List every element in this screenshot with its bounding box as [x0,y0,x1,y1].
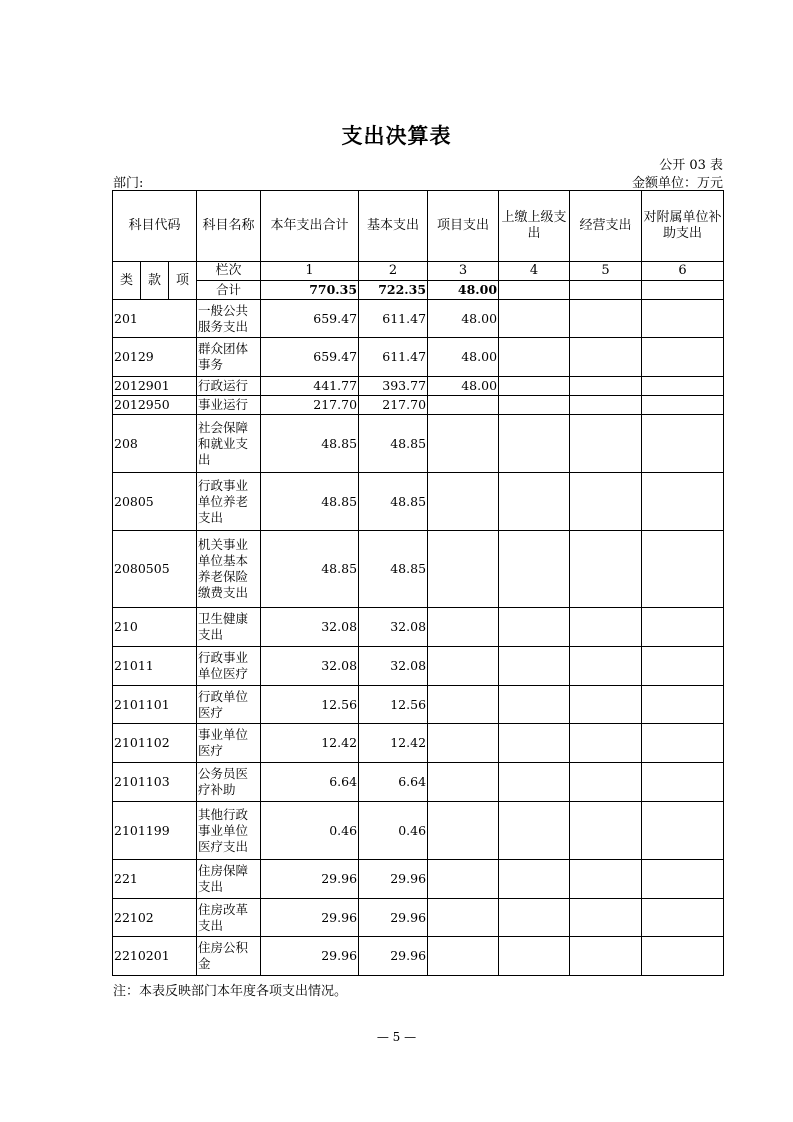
row-subsidy [642,802,724,860]
row-project [428,937,499,976]
row-name: 社会保障和就业支出 [197,415,261,473]
row-business [570,377,642,396]
row-project [428,647,499,686]
row-subsidy [642,608,724,647]
row-business [570,608,642,647]
row-basic: 12.56 [359,686,428,724]
row-code: 20805 [113,473,197,531]
row-name: 其他行政事业单位医疗支出 [197,802,261,860]
row-basic: 48.85 [359,473,428,531]
row-name: 事业单位医疗 [197,724,261,763]
total-subsidy [642,281,724,300]
total-sum: 770.35 [261,281,359,300]
row-code: 210 [113,608,197,647]
row-name: 事业运行 [197,396,261,415]
row-upper [499,937,570,976]
row-name: 行政事业单位医疗 [197,647,261,686]
row-total: 217.70 [261,396,359,415]
row-business [570,763,642,802]
row-subsidy [642,937,724,976]
row-total: 48.85 [261,473,359,531]
row-subsidy [642,647,724,686]
row-total: 48.85 [261,531,359,608]
row-basic: 32.08 [359,608,428,647]
row-code: 201 [113,300,197,338]
col-index-3: 3 [428,262,499,281]
row-project [428,608,499,647]
row-subsidy [642,860,724,899]
expenditure-table [112,190,724,976]
row-project [428,531,499,608]
row-project [428,686,499,724]
row-name: 群众团体事务 [197,338,261,377]
row-total: 29.96 [261,860,359,899]
row-project: 48.00 [428,300,499,338]
row-code: 2101103 [113,763,197,802]
col-index-5: 5 [570,262,642,281]
row-name: 住房保障支出 [197,860,261,899]
total-project: 48.00 [428,281,499,300]
row-name: 住房公积金 [197,937,261,976]
header-xiang: 项 [169,262,197,300]
col-index-1: 1 [261,262,359,281]
department-label: 部门: [113,176,144,191]
row-subsidy [642,724,724,763]
table-row [113,647,724,686]
form-number: 公开 03 表 [659,158,723,173]
table-row [113,686,724,724]
row-project: 48.00 [428,377,499,396]
row-upper [499,377,570,396]
row-business [570,860,642,899]
row-basic: 393.77 [359,377,428,396]
row-basic: 217.70 [359,396,428,415]
row-upper [499,531,570,608]
row-code: 2080505 [113,531,197,608]
col-index-2: 2 [359,262,428,281]
total-label: 合计 [197,281,261,300]
row-total: 48.85 [261,415,359,473]
total-upper [499,281,570,300]
row-business [570,415,642,473]
table-row [113,300,724,338]
row-code: 22102 [113,899,197,937]
total-business [570,281,642,300]
row-code: 20129 [113,338,197,377]
row-total: 12.42 [261,724,359,763]
row-code: 2012901 [113,377,197,396]
table-row [113,937,724,976]
row-basic: 48.85 [359,415,428,473]
row-name: 行政单位医疗 [197,686,261,724]
row-name: 卫生健康支出 [197,608,261,647]
header-upper: 上缴上级支出 [499,191,570,262]
table-note: 注：本表反映部门本年度各项支出情况。 [113,984,348,999]
row-upper [499,802,570,860]
row-business [570,937,642,976]
header-lei: 类 [113,262,141,300]
row-project [428,473,499,531]
header-business: 经营支出 [570,191,642,262]
table-row [113,531,724,608]
row-subsidy [642,763,724,802]
header-total: 本年支出合计 [261,191,359,262]
col-index-4: 4 [499,262,570,281]
row-total: 32.08 [261,608,359,647]
row-upper [499,899,570,937]
row-business [570,802,642,860]
header-basic: 基本支出 [359,191,428,262]
col-index-6: 6 [642,262,724,281]
row-upper [499,686,570,724]
row-subsidy [642,899,724,937]
row-name: 住房改革支出 [197,899,261,937]
row-total: 0.46 [261,802,359,860]
row-subsidy [642,300,724,338]
row-code: 221 [113,860,197,899]
row-code: 2101102 [113,724,197,763]
row-subsidy [642,377,724,396]
header-name: 科目名称 [197,191,261,262]
table-row [113,608,724,647]
row-basic: 29.96 [359,860,428,899]
row-total: 6.64 [261,763,359,802]
table-row [113,396,724,415]
row-basic: 29.96 [359,937,428,976]
row-subsidy [642,338,724,377]
row-basic: 48.85 [359,531,428,608]
header-code: 科目代码 [113,191,197,262]
row-name: 一般公共服务支出 [197,300,261,338]
row-basic: 611.47 [359,300,428,338]
row-project: 48.00 [428,338,499,377]
row-basic: 0.46 [359,802,428,860]
row-upper [499,415,570,473]
row-subsidy [642,415,724,473]
row-code: 2101101 [113,686,197,724]
row-total: 441.77 [261,377,359,396]
total-basic: 722.35 [359,281,428,300]
row-project [428,802,499,860]
row-business [570,724,642,763]
row-name: 机关事业单位基本养老保险缴费支出 [197,531,261,608]
row-subsidy [642,686,724,724]
header-lanci: 栏次 [197,262,261,281]
row-upper [499,300,570,338]
row-total: 32.08 [261,647,359,686]
row-upper [499,396,570,415]
header-subsidy: 对附属单位补助支出 [642,191,724,262]
total-row [113,281,724,300]
row-upper [499,763,570,802]
row-subsidy [642,531,724,608]
table-row [113,338,724,377]
table-row [113,377,724,396]
row-code: 208 [113,415,197,473]
row-business [570,686,642,724]
table-row [113,763,724,802]
row-upper [499,860,570,899]
column-index-row [113,262,724,281]
row-basic: 12.42 [359,724,428,763]
row-basic: 29.96 [359,899,428,937]
row-business [570,531,642,608]
page-title: 支出决算表 [341,124,452,148]
row-upper [499,724,570,763]
page-number: — 5 — [376,1030,417,1044]
row-subsidy [642,396,724,415]
table-row [113,724,724,763]
row-basic: 32.08 [359,647,428,686]
row-project [428,763,499,802]
row-upper [499,473,570,531]
row-project [428,899,499,937]
row-project [428,396,499,415]
header-row [113,191,724,262]
table-row [113,802,724,860]
row-business [570,473,642,531]
row-code: 2210201 [113,937,197,976]
row-project [428,724,499,763]
row-project [428,415,499,473]
row-business [570,396,642,415]
row-name: 行政运行 [197,377,261,396]
row-business [570,647,642,686]
row-business [570,300,642,338]
row-business [570,899,642,937]
table-row [113,899,724,937]
row-name: 行政事业单位养老支出 [197,473,261,531]
row-code: 21011 [113,647,197,686]
row-code: 2012950 [113,396,197,415]
row-upper [499,647,570,686]
row-project [428,860,499,899]
unit-label: 金额单位：万元 [631,176,723,191]
row-basic: 611.47 [359,338,428,377]
row-upper [499,338,570,377]
table-row [113,473,724,531]
row-name: 公务员医疗补助 [197,763,261,802]
row-total: 659.47 [261,300,359,338]
row-code: 2101199 [113,802,197,860]
row-total: 29.96 [261,937,359,976]
header-kuan: 款 [141,262,169,300]
row-subsidy [642,473,724,531]
table-row [113,860,724,899]
row-basic: 6.64 [359,763,428,802]
header-project: 项目支出 [428,191,499,262]
row-business [570,338,642,377]
row-upper [499,608,570,647]
row-total: 29.96 [261,899,359,937]
row-total: 12.56 [261,686,359,724]
table-row [113,415,724,473]
row-total: 659.47 [261,338,359,377]
